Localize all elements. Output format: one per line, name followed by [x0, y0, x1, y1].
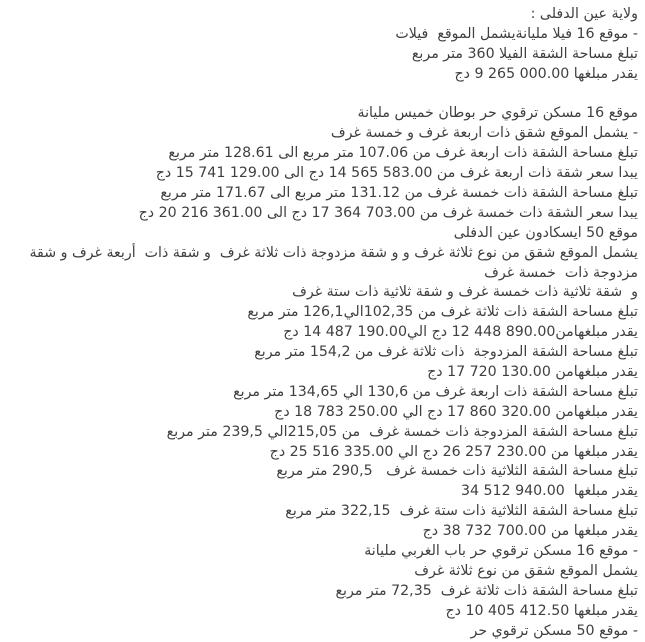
document-line: - موقع 16 فيلا مليانةيشمل الموقع فيلات	[395, 25, 638, 42]
document-line: تبلغ مساحة الشقة المزدوجة ذات ثلاثة غرف من 154,2 متر مربع	[254, 344, 638, 361]
document-line: تبلغ مساحة الشقة الثلاثية ذات ستة غرف 322,15 متر مربع	[285, 503, 638, 520]
document-line-partial: - موقع 50 مسكن ترقوي حر	[470, 622, 638, 639]
document-line: يقدر مبلغها من 38 732 700.00 دج	[422, 523, 638, 540]
document-line: و شقة ثلاثية ذات خمسة غرف و شقة ثلاثية ذات ستة غرف	[292, 284, 638, 301]
document-line: تبلغ مساحة الشقة ذات اربعة غرف من 107.06 متر مربع الى 128.61 متر مربع	[168, 145, 638, 162]
document-line: تبلغ مساحة الشقة ذات اربعة غرف من 130,6 الي 134,65 متر مربع	[233, 383, 638, 400]
document-line: تبلغ مساحة الشقة المزدوجة ذات خمسة غرف من 215,05الي 239,5 متر مربع	[166, 423, 638, 440]
document-line: تبلغ مساحة الشقة ذات ثلاثة غرف من 102,35الي126,1 متر مربع	[247, 304, 638, 321]
region-title: ولاية عين الدفلى :	[530, 6, 638, 22]
document-line: يقدر مبلغهامن12 448 890.00 دج الي14 487 190.00 دج	[283, 324, 638, 341]
document-line: يقدر مبلغهامن 17 860 320.00 دج الي 18 783 250.00 دج	[274, 403, 638, 420]
document-line: - يشمل الموقع شقق ذات اربعة غرف و خمسة غرف	[330, 125, 638, 142]
document-line: يقدر مبلغهامن 17 720 130.00 دج	[427, 364, 638, 381]
document-line: يقدر مبلغها من 26 257 230.00 دج الي 25 516 335.00 دج	[269, 443, 638, 460]
document-line: تبلغ مساحة الشقة الفيلا 360 متر مربع	[411, 45, 638, 62]
document-line: يقدر مبلغها 10 405 412.50 دج	[445, 602, 638, 619]
document-line: يشمل الموقع شقق من نوع ثلاثة غرف	[414, 562, 638, 579]
document-line: يبدا سعر الشقة ذات خمسة غرف من 17 364 703.00 دج الى 20 216 361.00 دج	[138, 204, 638, 221]
document-line: تبلغ مساحة الشقة ذات خمسة غرف من 131.12 متر مربع الى 171.67 متر مربع	[160, 185, 638, 202]
document-line: يشمل الموقع شقق من نوع ثلاثة غرف و و شقة مزدوجة ذات ثلاثة غرف و شقة ذات أربعة غرف و شقة	[29, 244, 638, 261]
document-line: - موقع 16 مسكن ترقوي حر باب الغربي مليانة	[364, 543, 638, 560]
document-line: يقدر مبلغها 34 512 940.00	[460, 483, 638, 500]
document-line: موقع 16 مسكن ترقوي حر بوطان خميس مليانة	[357, 105, 638, 122]
document-line: تبلغ مساحة الشقة الثلاثية ذات خمسة غرف 290,5 متر مربع	[276, 463, 638, 480]
document-line: موقع 50 ايسكادون عين الدفلى	[453, 224, 638, 241]
blank-line	[8, 85, 638, 105]
document-line: مزدوجة ذات خمسة غرف	[484, 264, 638, 281]
document-line: يقدر مبلغها 9 265 000.00 دج	[454, 65, 638, 82]
document-line: يبدا سعر شقة ذات اربعة غرف من 14 565 583.00 دج الى 15 741 129.00 دج	[155, 165, 638, 182]
document-line: تبلغ مساحة الشقة ذات ثلاثة غرف 72,35 متر مربع	[335, 582, 638, 599]
